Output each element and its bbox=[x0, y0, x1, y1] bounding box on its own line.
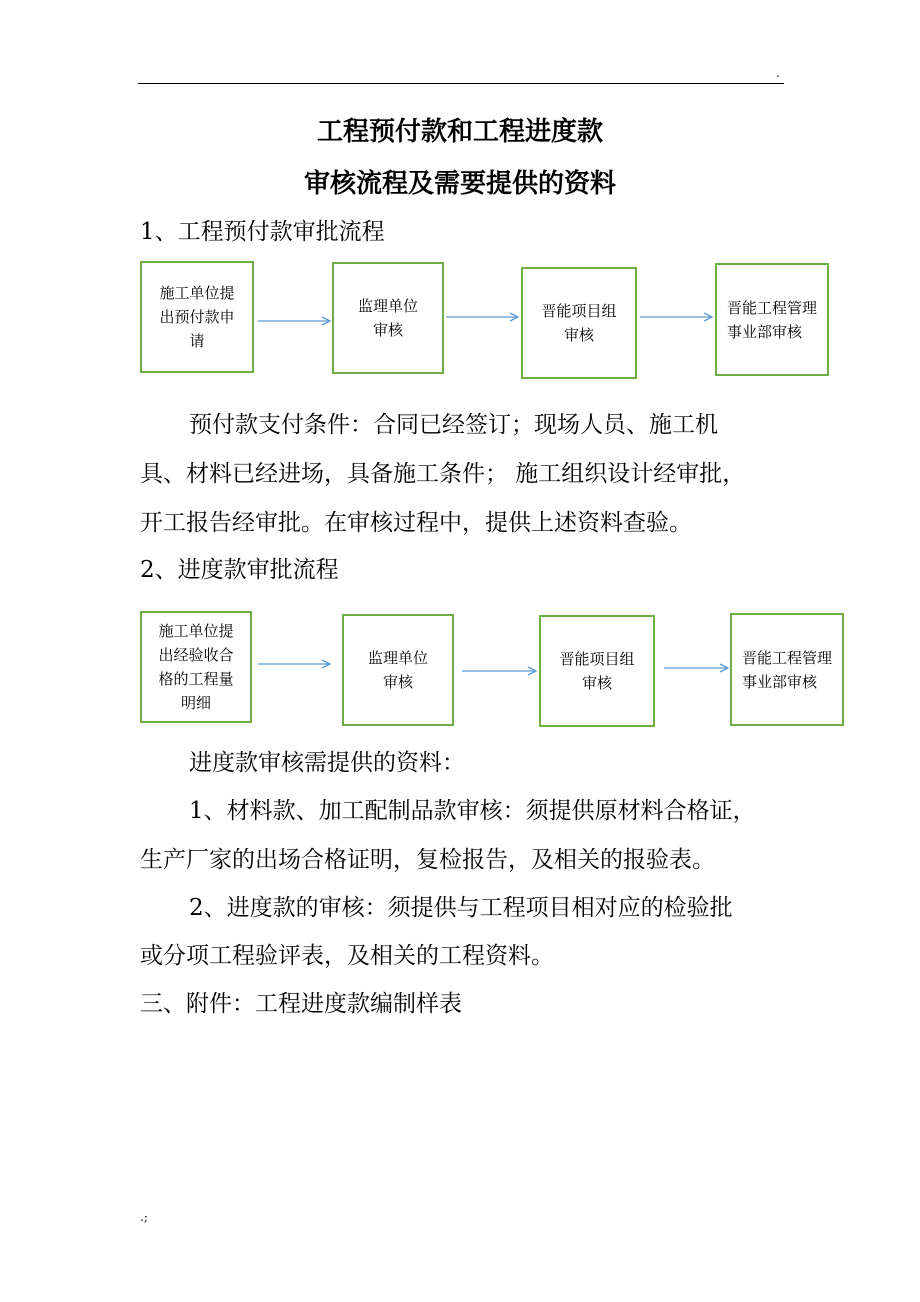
flow-box-label: 晋能项目组审核 bbox=[541, 302, 617, 344]
flow-box-project-team-review bbox=[521, 267, 637, 379]
flow-box-label: 晋能工程管理事业部审核 bbox=[727, 298, 818, 341]
flow-box-engineering-dept-review bbox=[715, 263, 829, 376]
flow-box-contractor-submit-quantities bbox=[140, 611, 252, 723]
flow-arrow-icon bbox=[640, 312, 714, 322]
flow-box-label: 晋能项目组审核 bbox=[559, 650, 635, 692]
section-2-heading: 2、进度款审批流程 bbox=[140, 557, 339, 583]
materials-item-2-line-2: 或分项工程验评表，及相关的工程资料。 bbox=[140, 943, 554, 969]
page-title-line-2: 审核流程及需要提供的资料 bbox=[303, 169, 616, 199]
section-3-heading: 三、附件：工程进度款编制样表 bbox=[140, 991, 462, 1017]
flow-box-label: 晋能工程管理事业部审核 bbox=[742, 648, 833, 691]
flow-arrow-icon bbox=[258, 316, 332, 326]
header-rule bbox=[138, 83, 784, 84]
flow-box-engineering-dept-review bbox=[730, 613, 844, 726]
page-title-line-1: 工程预付款和工程进度款 bbox=[316, 117, 603, 147]
materials-item-1-line-2: 生产厂家的出场合格证明，复检报告，及相关的报验表。 bbox=[140, 847, 715, 873]
flow-arrow-icon bbox=[258, 659, 332, 669]
materials-item-1-line-1: 1、材料款、加工配制品款审核：须提供原材料合格证， bbox=[189, 798, 756, 824]
footer-mark: .; bbox=[140, 1210, 148, 1224]
advance-conditions-line-2: 具、材料已经进场，具备施工条件； 施工组织设计经审批， bbox=[140, 461, 746, 487]
flow-box-supervisor-review bbox=[342, 614, 454, 726]
materials-item-2-line-1: 2、进度款的审核：须提供与工程项目相对应的检验批 bbox=[189, 895, 733, 921]
section-1-heading: 1、工程预付款审批流程 bbox=[140, 219, 385, 245]
flow-box-label: 施工单位提出预付款申请 bbox=[159, 284, 235, 350]
advance-conditions-line-1: 预付款支付条件：合同已经签订；现场人员、施工机 bbox=[189, 412, 718, 438]
flow-arrow-icon bbox=[446, 312, 520, 322]
flow-box-supervisor-review bbox=[332, 262, 444, 374]
flow-box-label: 监理单位审核 bbox=[357, 297, 418, 339]
header-mark: . bbox=[776, 66, 780, 80]
flow-box-project-team-review bbox=[539, 615, 655, 727]
advance-conditions-line-3: 开工报告经审批。在审核过程中，提供上述资料查验。 bbox=[140, 510, 692, 536]
flow-arrow-icon bbox=[664, 663, 730, 673]
flow-box-label: 监理单位审核 bbox=[367, 649, 428, 691]
flow-box-contractor-apply bbox=[140, 261, 254, 373]
materials-intro: 进度款审核需提供的资料： bbox=[189, 750, 465, 776]
flow-arrow-icon bbox=[462, 666, 538, 676]
flow-box-label: 施工单位提出经验收合格的工程量明细 bbox=[158, 622, 234, 712]
